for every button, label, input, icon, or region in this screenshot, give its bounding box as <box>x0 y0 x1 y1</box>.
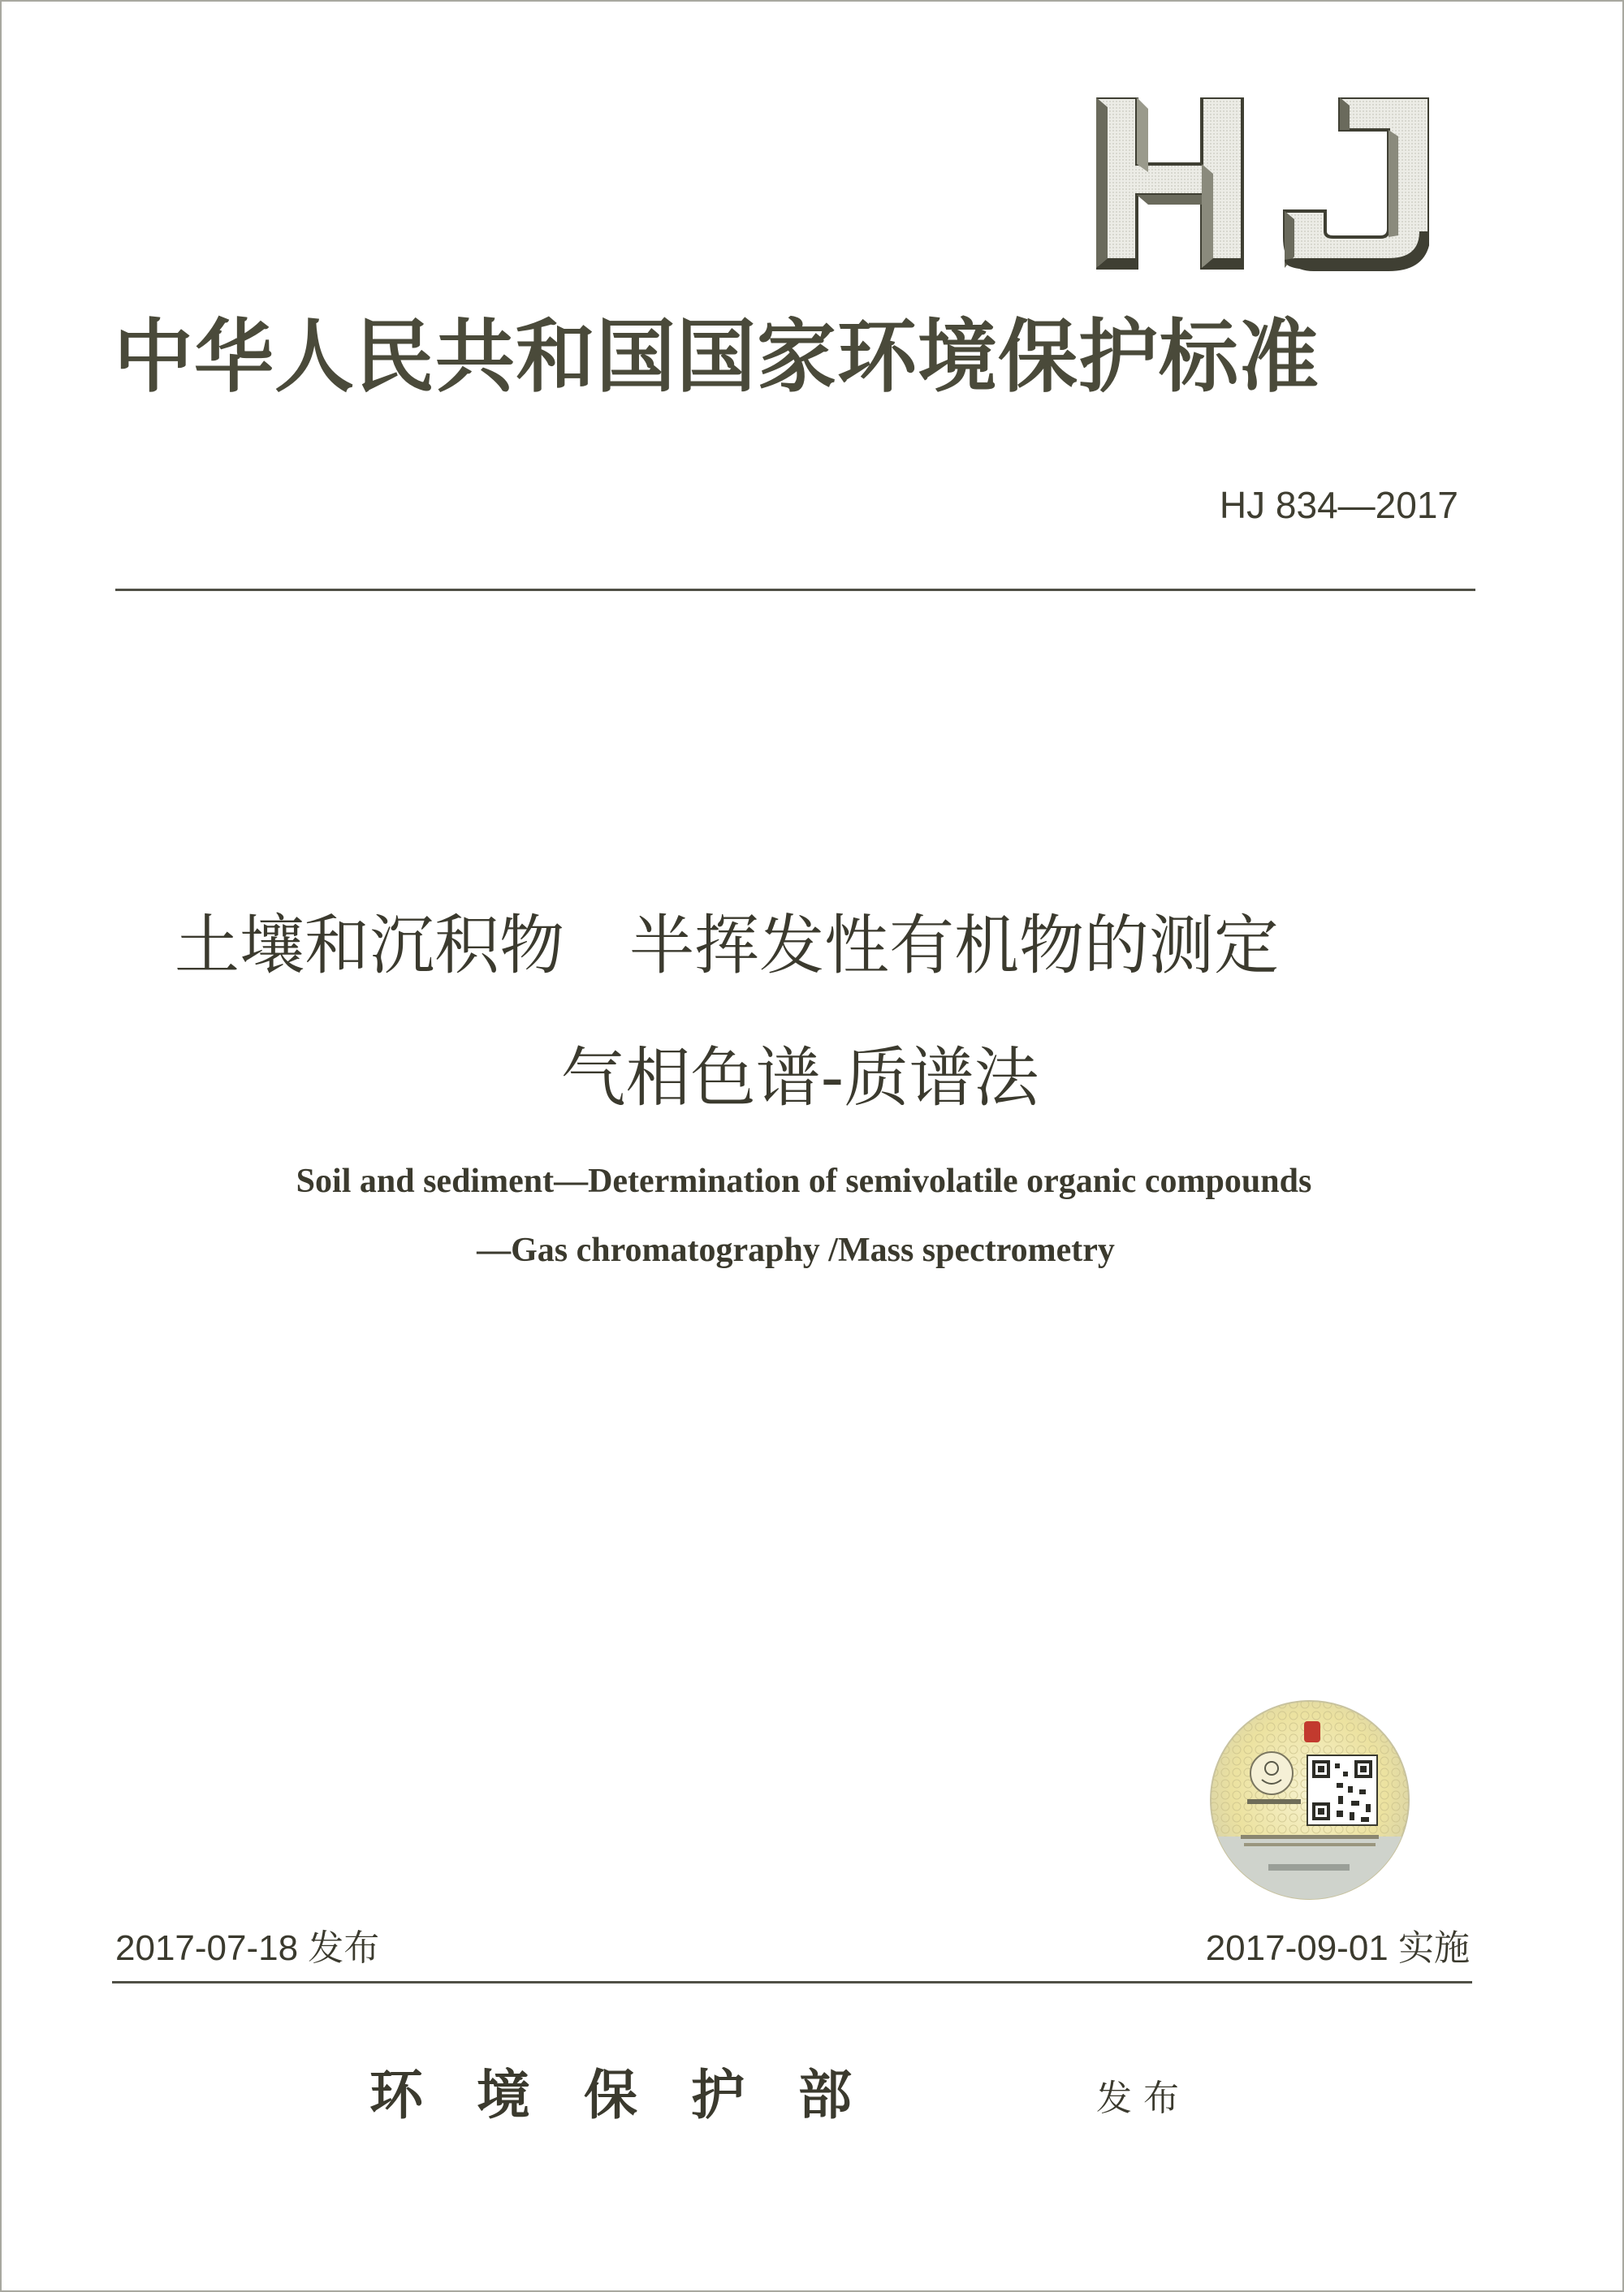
security-hologram-sticker <box>1208 1698 1411 1901</box>
title-chinese-line1: 土壤和沉积物 半挥发性有机物的测定 <box>175 908 1279 983</box>
qr-code-icon <box>1307 1755 1377 1825</box>
title-chinese-line2: 气相色谱-质谱法 <box>560 1040 1039 1116</box>
hj-logo <box>1096 97 1429 272</box>
header-divider <box>115 589 1475 591</box>
standard-number: HJ 834—2017 <box>1219 484 1458 526</box>
title-english-line2: —Gas chromatography /Mass spectrometry <box>477 1232 1115 1269</box>
footer-divider <box>112 1981 1472 1983</box>
agency-title: 中华人民共和国国家环境保护标准 <box>114 310 1320 404</box>
issue-date: 2017-07-18 发布 <box>115 1928 380 1968</box>
publisher-name: 环 境 保 护 部 <box>369 2063 852 2126</box>
publisher-suffix: 发布 <box>1096 2078 1190 2119</box>
title-english-line1: Soil and sediment—Determination of semivolatile organic compounds <box>296 1163 1312 1200</box>
effective-date: 2017-09-01 实施 <box>1205 1928 1470 1968</box>
